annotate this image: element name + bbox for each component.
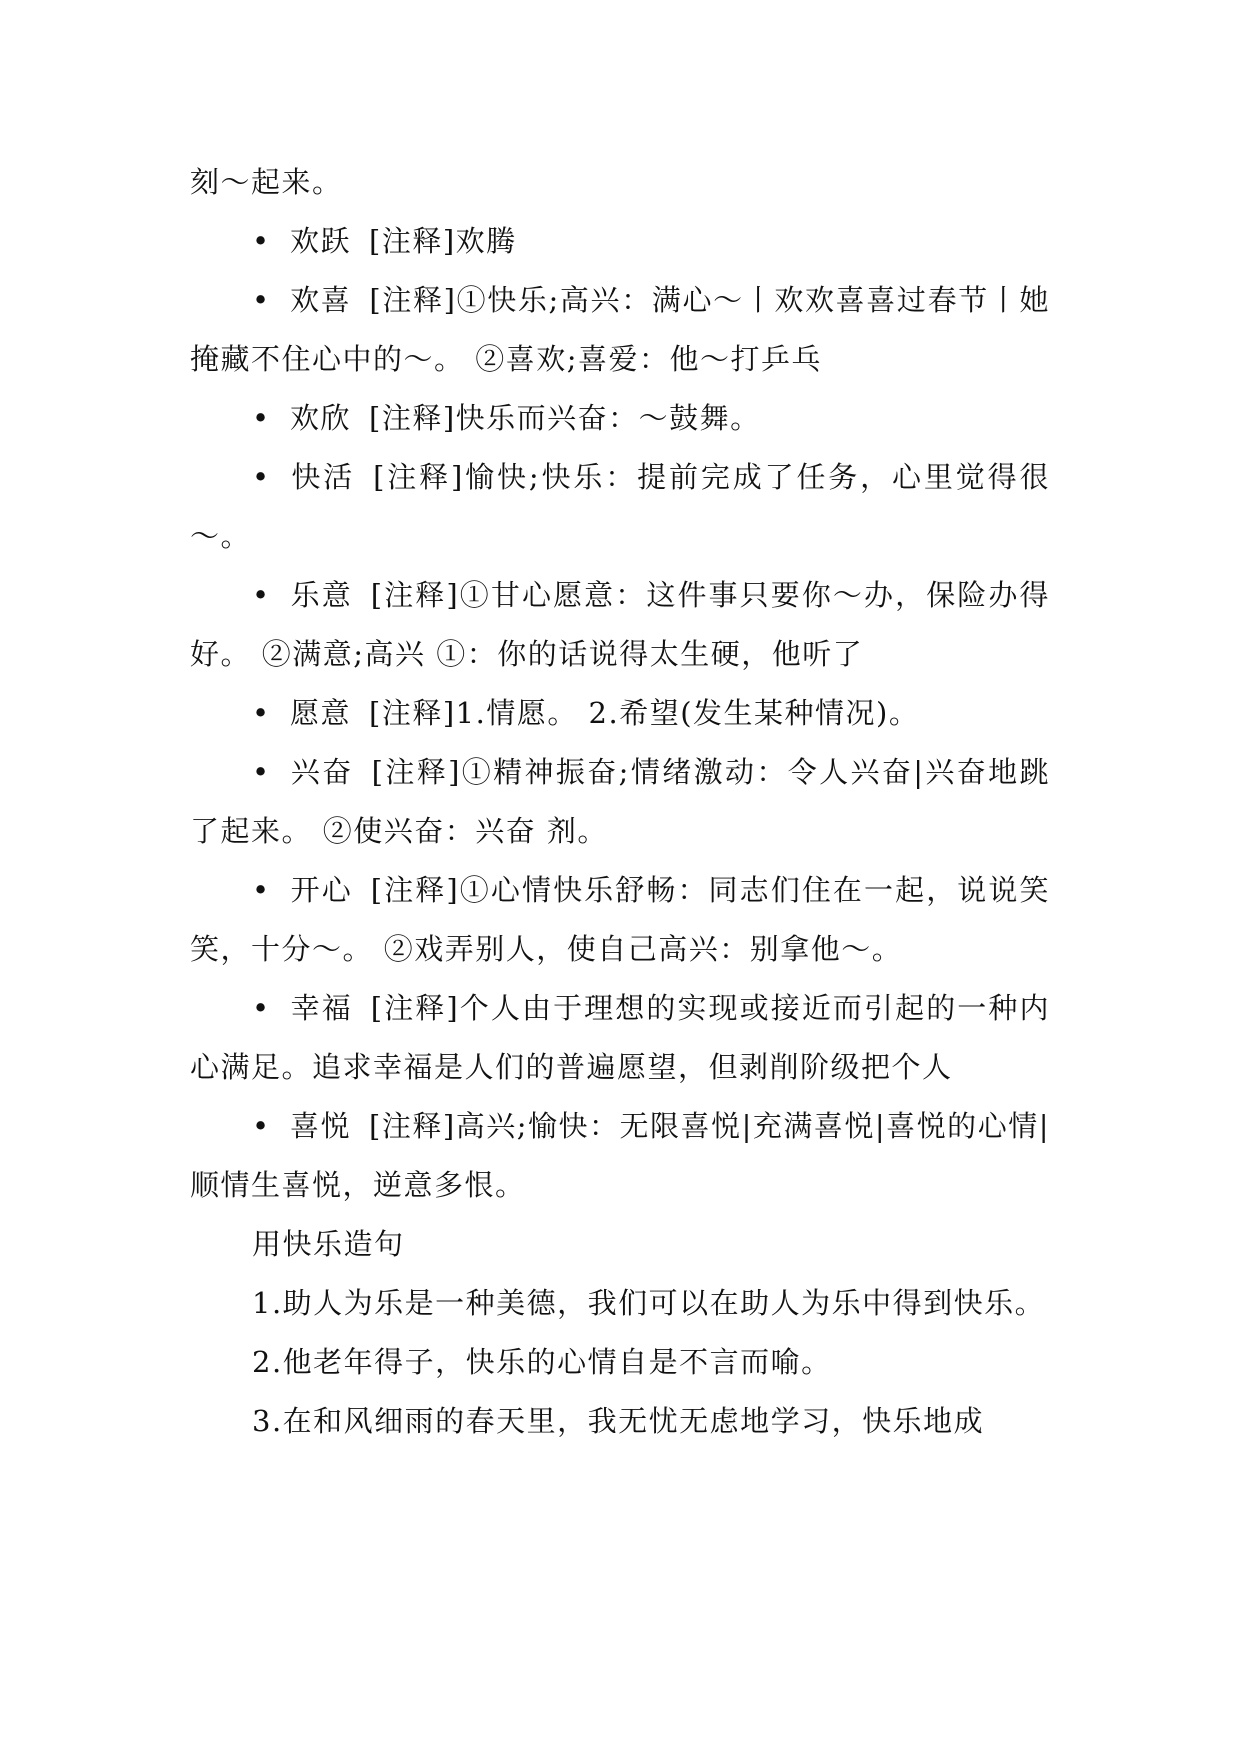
- entry-term: 乐意: [290, 578, 353, 612]
- entry-leyi: [190, 566, 1050, 684]
- bullet-icon: •: [252, 696, 271, 730]
- entry-definition: [注释]愉快;快乐：提前完成了任务，心里觉得很～。: [190, 460, 1050, 553]
- entry-term: 快活: [290, 460, 356, 494]
- entry-term: 欢跃: [290, 224, 352, 258]
- bullet-icon: •: [252, 224, 271, 258]
- bullet-icon: •: [252, 283, 271, 317]
- bullet-icon: •: [252, 578, 271, 612]
- entry-huanxin: [190, 389, 1050, 448]
- entry-kaixin: [190, 861, 1050, 979]
- entry-term: 喜悦: [290, 1109, 352, 1143]
- entry-xingfu: [190, 979, 1050, 1097]
- bullet-icon: •: [252, 991, 271, 1025]
- bullet-icon: •: [252, 1109, 271, 1143]
- example-sentence-3: 3.在和风细雨的春天里，我无忧无虑地学习，快乐地成: [252, 1404, 985, 1438]
- entry-term: 欢欣: [290, 401, 352, 435]
- entry-kuaihuo: [190, 448, 1050, 566]
- bullet-icon: •: [252, 401, 271, 435]
- entry-definition: [注释]①甘心愿意：这件事只要你～办，保险办得好。 ②满意;高兴 ①：你的话说得太生硬，他听了: [190, 578, 1050, 671]
- entry-definition: [注释]欢腾: [369, 224, 517, 258]
- section-heading: 用快乐造句: [252, 1227, 405, 1261]
- entry-yuanyi: [190, 684, 1050, 743]
- entry-definition: [注释]个人由于理想的实现或接近而引起的一种内心满足。追求幸福是人们的普遍愿望，但剥削阶级把个人: [190, 991, 1050, 1084]
- continuation-text: 刻～起来。: [190, 165, 343, 199]
- entry-huanyue: [190, 212, 1050, 271]
- entry-term: 开心: [290, 873, 353, 907]
- entry-term: 幸福: [290, 991, 353, 1025]
- bullet-icon: •: [252, 460, 271, 494]
- example-sentence-1: 1.助人为乐是一种美德，我们可以在助人为乐中得到快乐。: [252, 1286, 1046, 1320]
- entry-definition: [注释]快乐而兴奋：～鼓舞。: [369, 401, 761, 435]
- entry-definition: [注释]①快乐;高兴：满心～丨欢欢喜喜过春节丨她掩藏不住心中的～。 ②喜欢;喜爱：他～打乒乓: [190, 283, 1050, 376]
- example-sentence-2: 2.他老年得子，快乐的心情自是不言而喻。: [252, 1345, 832, 1379]
- entry-definition: [注释]①心情快乐舒畅：同志们住在一起，说说笑笑，十分～。 ②戏弄别人，使自己高兴：别拿他～。: [190, 873, 1050, 966]
- entry-term: 欢喜: [290, 283, 352, 317]
- entry-term: 兴奋: [290, 755, 354, 789]
- entry-xingfen: [190, 743, 1050, 861]
- entry-xiyue: [190, 1097, 1050, 1215]
- entry-definition: [注释]①精神振奋;情绪激动：令人兴奋|兴奋地跳了起来。 ②使兴奋：兴奋 剂。: [190, 755, 1050, 848]
- entry-huanxi: [190, 271, 1050, 389]
- entry-definition: [注释]高兴;愉快：无限喜悦|充满喜悦|喜悦的心情|顺情生喜悦，逆意多恨。: [190, 1109, 1050, 1202]
- document-body: [190, 153, 1050, 1451]
- bullet-icon: •: [252, 873, 271, 907]
- entry-term: 愿意: [290, 696, 352, 730]
- bullet-icon: •: [252, 755, 271, 789]
- entry-definition: [注释]1.情愿。 2.希望(发生某种情况)。: [369, 696, 920, 730]
